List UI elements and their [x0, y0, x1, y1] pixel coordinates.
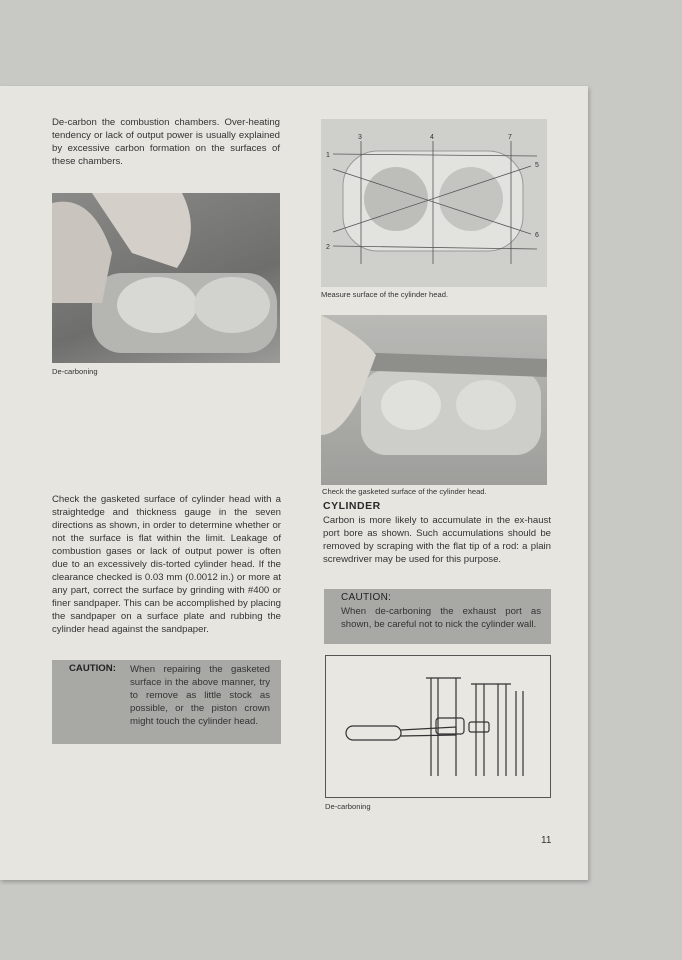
- diagram-label-5: 5: [535, 162, 539, 169]
- diagram-label-7: 7: [508, 134, 512, 141]
- caution-label: CAUTION:: [341, 592, 392, 603]
- caution-label: CAUTION:: [69, 663, 116, 674]
- straightedge-caption: Check the gasketed surface of the cylinder head.: [322, 487, 487, 496]
- diagram-label-1: 1: [326, 152, 330, 159]
- caution-text: When de-carboning the exhaust port as shown, be careful not to nick the cylinder wall.: [341, 606, 541, 630]
- decarboning-photo: [52, 193, 280, 363]
- diagram-label-6: 6: [535, 232, 539, 239]
- page-number: 11: [541, 835, 552, 846]
- cylinder-head-diagram: [321, 119, 547, 287]
- diagram-label-4: 4: [430, 134, 434, 141]
- cylinder-heading: CYLINDER: [323, 500, 381, 512]
- caution-text: When repairing the gasketed surface in the above manner, try to remove as little stock as possible, or the piston crown might touch the cylinder head.: [130, 664, 270, 727]
- diagram-label-2: 2: [326, 244, 330, 251]
- drawing-caption: De-carboning: [325, 802, 371, 811]
- measurement-lines: [321, 119, 547, 287]
- straightedge-photo: [321, 315, 547, 485]
- intro-paragraph: De-carbon the combustion chambers. Over-heating tendency or lack of output power is usually explained by excessive carbon formation on the surfaces of these chambers.: [52, 117, 280, 167]
- caution-box-right: [324, 589, 551, 644]
- cylinder-paragraph: Carbon is more likely to accumulate in the ex-haust port bore as shown. Such accumulations should be removed by scraping with the flat tip of a rod: a plain screwdriver may be used for this purpose.: [323, 515, 551, 565]
- diagram-caption: Measure surface of the cylinder head.: [321, 290, 449, 299]
- decarboning-drawing: [325, 655, 551, 798]
- decarboning-caption: De-carboning: [52, 367, 98, 376]
- check-paragraph: Check the gasketed surface of cylinder head with a straightedge and thickness gauge in the seven directions as shown, in order to determine whether or not the surface is flat within the limit. Leakage of combustion gases or lack of output power is often due to an excessively dis-torted cylinder head. If the clearance checked is 0.03 mm (0.0012 in.) or more at any part, correct the surface by grinding with #400 or finer sandpaper. This can be accomplished by placing the sandpaper on a surface plate and rubbing the cylinder head against the sandpaper.: [52, 494, 281, 635]
- caution-box-left: [52, 660, 281, 744]
- diagram-label-3: 3: [358, 134, 362, 141]
